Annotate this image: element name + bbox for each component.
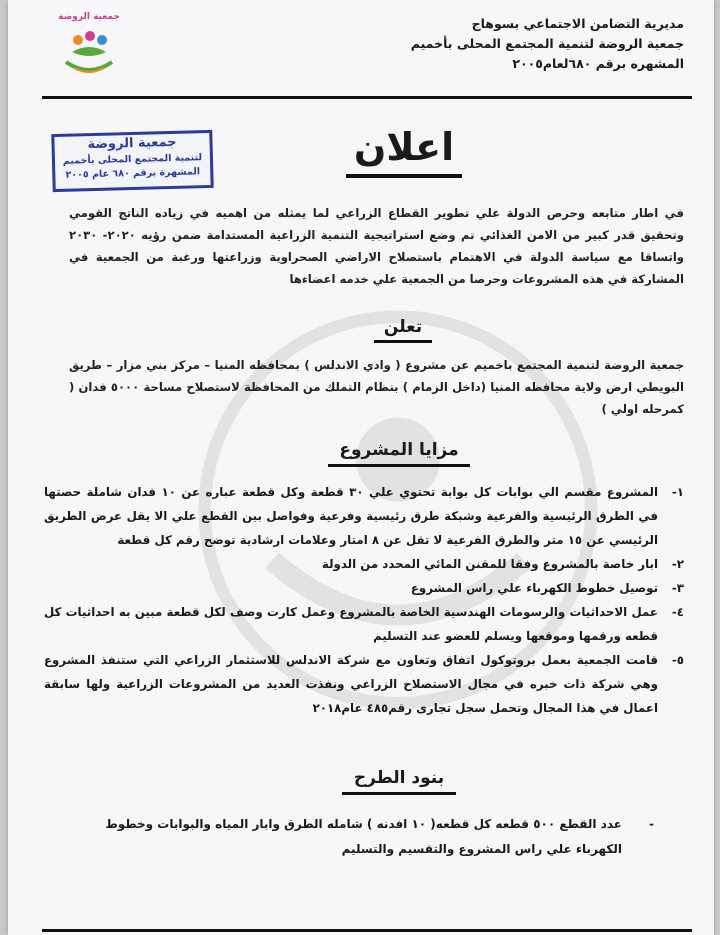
intro-paragraph: في اطار متابعه وحرص الدولة علي تطوير القطاع الزراعي لما يمثله من اهميه في زياده الناتج القومي وتحقيق قدر كبير من الامن الغذائي تم وضع استراتيجية التنمية الزراعية المستدامة ضمن رؤيه ٢٠٢٠- ٢٠٣٠ واتساقا مع سياسة الدولة في الاهتمام باستصلاح الاراضي الصحراوية وزراعتها ورغبة من الجمعية في المشاركة في هذه المشروعات وحرصا من الجمعية علي خدمه اعضاءها xyxy=(69,206,684,286)
association-stamp xyxy=(51,130,213,192)
header-divider xyxy=(42,96,692,99)
header-ministry: مديرية التضامن الاجتماعي بسوهاج xyxy=(471,16,684,31)
feature-item xyxy=(44,480,684,552)
footer-divider xyxy=(42,929,692,932)
feature-number: ٥- xyxy=(671,653,684,667)
announce-paragraph: جمعية الروضة لتنمية المجتمع باخميم عن مشروع ( وادي الاندلس ) بمحافظه المنيا – مركز بني مزار – طريق البويطي ارض ولاية محافظه المنيا (داخل الزمام ) بنظام التملك من المحافظة لاستصلاح مساحة ٥٠٠٠ فدان ( كمرحله اولي ) xyxy=(69,358,684,416)
letterhead xyxy=(354,14,684,74)
features-list xyxy=(44,480,684,720)
feature-text: توصيل خطوط الكهرباء علي راس المشروع xyxy=(410,581,658,595)
feature-item xyxy=(44,648,684,720)
document-page xyxy=(8,0,714,935)
feature-text: المشروع مقسم الي بوابات كل بوابة تحتوي علي ٣٠ قطعة وكل قطعة عباره عن ١٠ فدان شاملة حصتها في الطرق الرئيسية والفرعية وشبكة طرق رئيسية وفرعية وفواصل بين القطع علي الا يقل عرض الطريق الرئيسي عن ١٥ متر والطرق الفرعية لا تقل عن ٨ امتار وعلامات ارشادية توضح رقم كل قطعة xyxy=(44,485,659,547)
logo-text: جمعية الروضة xyxy=(58,12,120,22)
feature-text: قامت الجمعية بعمل بروتوكول اتفاق وتعاون مع شركة الاندلس للاستثمار الزراعي التي ستنفذ المشروع وهي شركة ذات خبره في مجال الاستصلاح الزراعي ونفذت العديد من المشروعات الزراعية ولها سابقة اعمال في هذا المجال وتحمل سجل تجارى رقم٤٨٥ عام٢٠١٨ xyxy=(44,653,658,715)
feature-number: ٢- xyxy=(671,557,684,571)
page-title: اعلان xyxy=(346,120,462,178)
terms-item xyxy=(94,812,654,862)
header-association: جمعية الروضة لتنمية المجتمع المحلى بأخميم xyxy=(410,36,684,51)
feature-text: عمل الاحداثيات والرسومات الهندسية الخاصة بالمشروع وعمل كارت وصف لكل قطعة مبين به احداثيات كل قطعه ورقمها وموقعها ويسلم للعضو عند التسليم xyxy=(44,605,658,643)
feature-number: ١- xyxy=(671,485,684,499)
stamp-line-2: لتنمية المجتمع المحلى بأخميم xyxy=(62,152,203,167)
terms-heading: بنود الطرح xyxy=(342,764,456,795)
header-registration: المشهره برقم ٦٨٠لعام٢٠٠٥ xyxy=(512,56,684,71)
stamp-line-3: المشهرة برقم ٦٨٠ عام ٢٠٠٥ xyxy=(65,166,201,181)
stamp-line-1: جمعية الروضة xyxy=(87,134,177,153)
terms-text: عدد القطع ٥٠٠ قطعه كل قطعه( ١٠ افدنه ) شامله الطرق وابار المياه والبوابات وخطوط الكهرباء علي راس المشروع والتقسيم والتسليم xyxy=(105,817,622,856)
organization-logo xyxy=(48,12,130,84)
announce-heading: تعلن xyxy=(374,314,432,343)
logo-emblem-icon xyxy=(48,12,130,84)
feature-item xyxy=(44,576,684,600)
features-heading: مزايا المشروع xyxy=(328,436,470,467)
feature-number: ٤- xyxy=(671,605,684,619)
feature-item xyxy=(44,600,684,648)
feature-item xyxy=(44,552,684,576)
feature-text: ابار خاصة بالمشروع وفقا للمقنن المائي المحدد من الدولة xyxy=(321,557,658,571)
terms-bullet: - xyxy=(649,817,654,831)
feature-number: ٣- xyxy=(671,581,684,595)
